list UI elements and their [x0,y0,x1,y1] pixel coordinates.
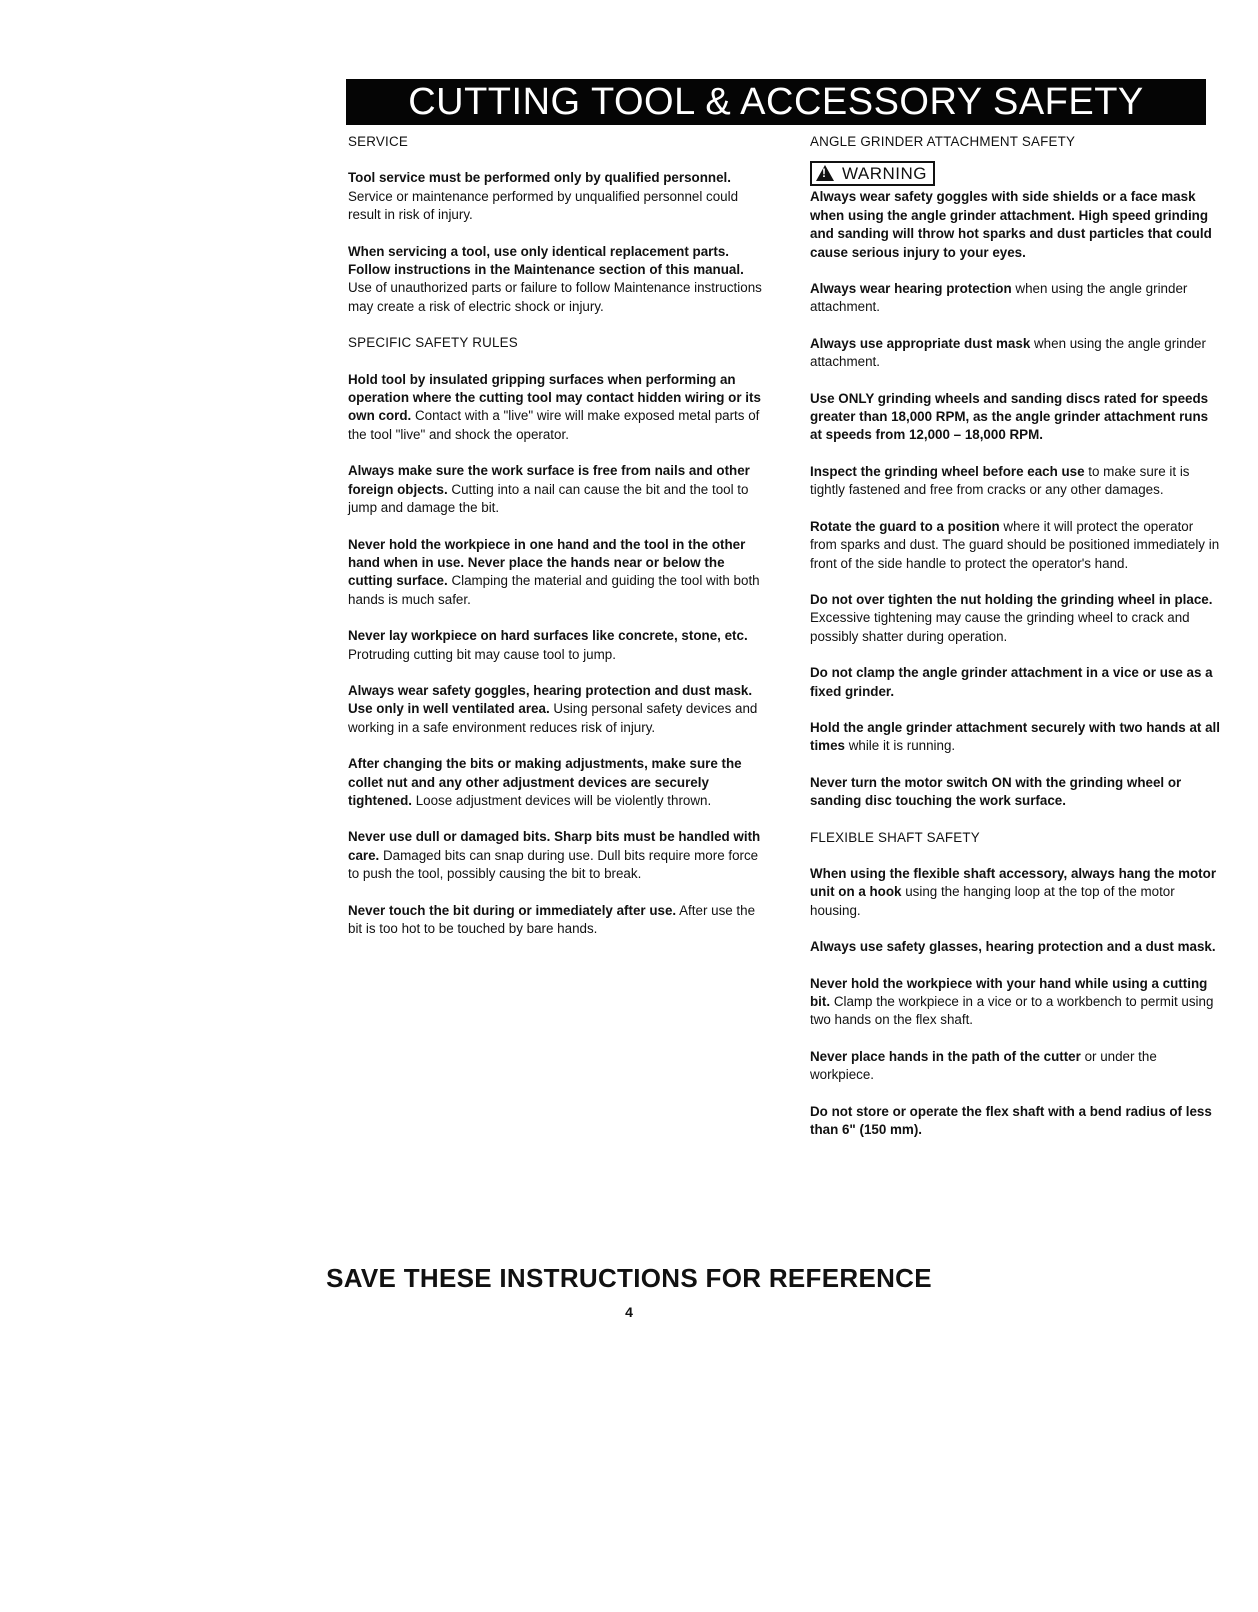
rule-emphasis: When servicing a tool, use only identical replacement parts. Follow instructions in the Maintenance section of this manual. [348,243,744,278]
rule-paragraph [348,627,766,664]
rule-text: Cutting into a nail can cause the bit and the tool to jump and damage the bit. [348,481,749,516]
rule-emphasis: Use ONLY grinding wheels and sanding discs rated for speeds greater than 18,000 RPM, as the angle grinder attachment runs at speeds from 12,000 – 18,000 RPM. [810,390,1209,443]
specific-safety-heading: SPECIFIC SAFETY RULES [348,335,518,351]
rule-emphasis: Do not over tighten the nut holding the grinding wheel in place. [810,591,1213,607]
rule-text: Service or maintenance performed by unqualified personnel could result in risk of injury. [348,188,739,223]
rule-paragraph [348,169,766,224]
warning-box [810,161,935,186]
rule-emphasis: Hold tool by insulated gripping surfaces when performing an operation where the cutting tool may contact hidden wiring or its own cord. [348,371,761,424]
rule-paragraph [348,828,766,883]
rule-emphasis: Never place hands in the path of the cutter [810,1048,1081,1064]
rule-emphasis: Do not clamp the angle grinder attachment in a vice or use as a fixed grinder. [810,665,1213,699]
rule-emphasis: Always wear safety goggles with side shields or a face mask when using the angle grinder attachment. High speed grinding and sanding will throw hot sparks and dust particles that could cause serious injury to your eyes. [810,189,1212,260]
rule-text: Protruding cutting bit may cause tool to jump. [348,646,616,662]
rule-text: Use of unauthorized parts or failure to follow Maintenance instructions may create a risk of electric shock or injury. [348,280,762,314]
rule-paragraph [348,462,766,517]
rule-paragraph [810,591,1220,646]
rule-emphasis: Always wear hearing protection [810,281,1012,297]
rule-paragraph [810,1048,1220,1085]
rule-paragraph [810,463,1220,500]
rule-paragraph [810,518,1220,573]
rule-paragraph [810,664,1220,701]
rule-emphasis: Always use safety glasses, hearing protection and a dust mask. [810,939,1216,955]
rule-text: or under the workpiece. [810,1048,1157,1083]
service-heading: SERVICE [348,134,408,149]
rule-text: Clamp the workpiece in a vice or to a workbench to permit using two hands on the flex shaft. [810,994,1214,1028]
rule-emphasis: Never turn the motor switch ON with the grinding wheel or sanding disc touching the work surface. [810,774,1182,809]
save-instructions-footer: SAVE THESE INSTRUCTIONS FOR REFERENCE [326,1263,932,1293]
rule-text: Damaged bits can snap during use. Dull bits require more force to push the tool, possibly causing the bit to break. [348,847,759,882]
rule-paragraph [348,371,766,445]
rule-emphasis: Never use dull or damaged bits. Sharp bits must be handled with care. [348,829,761,863]
rule-emphasis: When using the flexible shaft accessory, always hang the motor unit on a hook [810,865,1217,900]
rule-paragraph [810,1103,1220,1140]
rule-paragraph [348,755,766,810]
right-column [810,133,1220,1157]
rule-text: to make sure it is tightly fastened and free from cracks or any other damages. [810,463,1190,498]
rule-emphasis: Inspect the grinding wheel before each use [810,463,1085,479]
left-column [348,133,766,956]
rule-emphasis: After changing the bits or making adjustments, make sure the collet nut and any other adjustment devices are securely tightened. [348,756,742,808]
rule-emphasis: Always wear safety goggles, hearing protection and dust mask. Use only in well ventilated area. [348,682,753,717]
rule-paragraph [810,280,1220,317]
rule-paragraph [810,719,1220,756]
rule-emphasis: Hold the angle grinder attachment securely with two hands at all times [810,719,1220,754]
rule-emphasis: Never lay workpiece on hard surfaces like concrete, stone, etc. [348,628,748,644]
page-title-banner: CUTTING TOOL & ACCESSORY SAFETY [346,79,1206,125]
rule-text: After use the bit is too hot to be touched by bare hands. [348,902,756,936]
rule-paragraph [348,243,766,317]
rule-paragraph [810,975,1220,1030]
rule-text: where it will protect the operator from sparks and dust. The guard should be positioned immediately in front of the side handle to protect the operator's hand. [810,518,1220,571]
rule-text: Excessive tightening may cause the grinding wheel to crack and possibly shatter during operation. [810,610,1190,644]
angle-grinder-heading: ANGLE GRINDER ATTACHMENT SAFETY [810,134,1076,149]
flexible-shaft-heading: FLEXIBLE SHAFT SAFETY [810,829,980,845]
rule-paragraph [348,536,766,610]
rule-paragraph [348,902,766,939]
rule-emphasis: Tool service must be performed only by qualified personnel. [348,170,731,186]
rule-emphasis: Rotate the guard to a position [810,518,1000,534]
rule-emphasis: Always make sure the work surface is free from nails and other foreign objects. [348,463,750,497]
rule-emphasis: Never touch the bit during or immediately after use. [348,902,677,918]
rule-emphasis: Never hold the workpiece with your hand while using a cutting bit. [810,975,1208,1009]
rule-text: Loose adjustment devices will be violently thrown. [411,792,712,808]
rule-emphasis: Never hold the workpiece in one hand and the tool in the other hand when in use. Never place the hands near or below the cutting surface. [348,536,746,589]
page-number: 4 [625,1304,633,1320]
rule-text: when using the angle grinder attachment. [810,281,1188,315]
rule-text: when using the angle grinder attachment. [810,335,1206,370]
rule-paragraph [810,938,1220,956]
rule-paragraph [810,774,1220,811]
warning-triangle-icon [816,165,834,181]
rule-text: Using personal safety devices and working in a safe environment reduces risk of injury. [348,701,758,735]
rule-emphasis: Do not store or operate the flex shaft with a bend radius of less than 6" (150 mm). [810,1103,1212,1138]
rule-paragraph [810,335,1220,372]
rule-text: while it is running. [844,738,956,754]
rule-text: Contact with a "live" wire will make exposed metal parts of the tool "live" and shock the operator. [348,408,760,442]
rule-paragraph [810,865,1220,920]
rule-emphasis: Always use appropriate dust mask [810,335,1031,351]
rule-text: Clamping the material and guiding the tool with both hands is much safer. [348,573,760,607]
rule-text: using the hanging loop at the top of the motor housing. [810,884,1175,918]
warning-label: WARNING [842,164,928,184]
rule-paragraph [810,188,1220,262]
rule-paragraph [810,390,1220,445]
rule-paragraph [348,682,766,737]
